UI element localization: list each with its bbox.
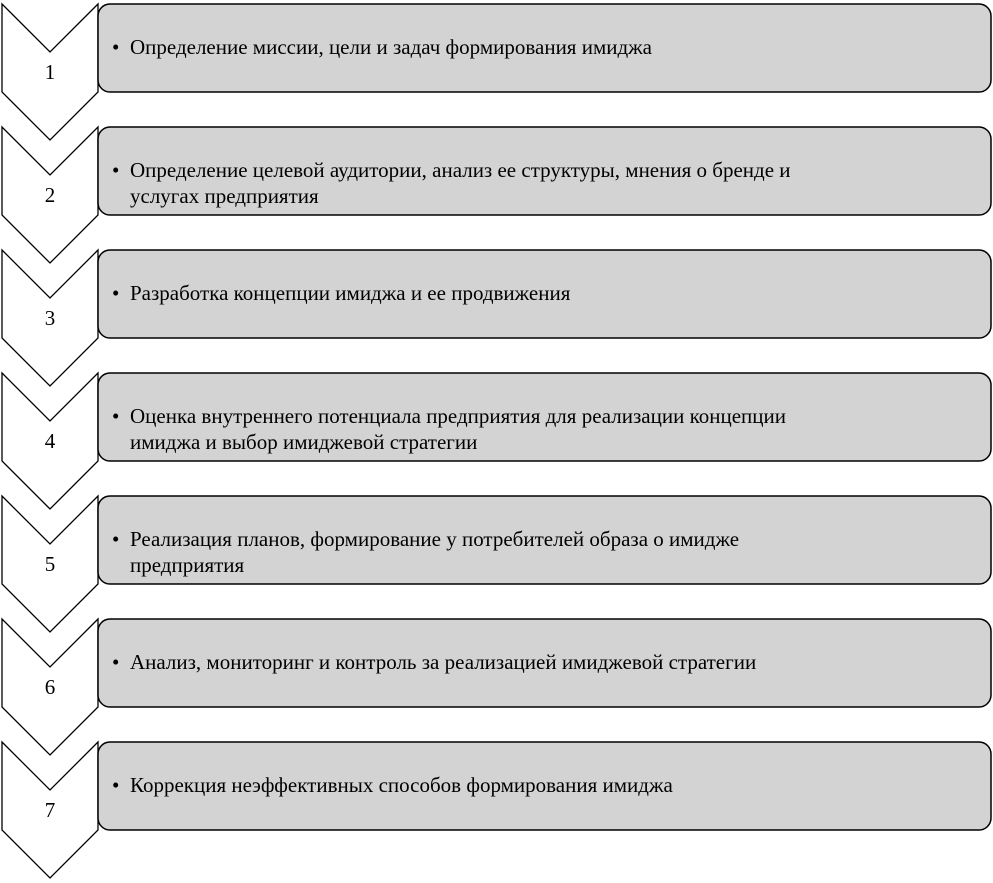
step-number: 4 bbox=[44, 429, 56, 453]
bullet-icon: • bbox=[112, 650, 120, 674]
bullet-icon: • bbox=[112, 281, 120, 305]
step-text-line: предприятия bbox=[130, 553, 245, 577]
step-text-line: Анализ, мониторинг и контроль за реализацией имиджевой стратегии bbox=[130, 650, 757, 674]
bullet-icon: • bbox=[112, 404, 120, 428]
step-text-line: Реализация планов, формирование у потребителей образа о имидже bbox=[130, 527, 740, 551]
bullet-icon: • bbox=[112, 527, 120, 551]
step-number: 1 bbox=[44, 60, 56, 84]
step-number: 6 bbox=[44, 675, 56, 699]
step-text-line: Разработка концепции имиджа и ее продвижения bbox=[130, 281, 571, 305]
step-3 bbox=[45, 250, 991, 338]
step-6 bbox=[45, 619, 991, 707]
step-number: 2 bbox=[44, 183, 56, 207]
step-number: 5 bbox=[44, 552, 56, 576]
step-text-line: имиджа и выбор имиджевой стратегии bbox=[130, 430, 478, 454]
step-1 bbox=[45, 4, 991, 92]
step-text-line: услугах предприятия bbox=[130, 184, 319, 208]
bullet-icon: • bbox=[112, 158, 120, 182]
bullet-icon: • bbox=[112, 773, 120, 797]
step-text-line: Коррекция неэффективных способов формирования имиджа bbox=[130, 773, 673, 797]
step-5 bbox=[45, 496, 991, 584]
step-text-line: Определение целевой аудитории, анализ ее структуры, мнения о бренде и bbox=[130, 158, 791, 182]
step-text-line: Оценка внутреннего потенциала предприятия для реализации концепции bbox=[130, 404, 786, 428]
step-number: 7 bbox=[44, 798, 56, 822]
step-text-line: Определение миссии, цели и задач формирования имиджа bbox=[130, 35, 652, 59]
step-4 bbox=[45, 373, 991, 461]
step-2 bbox=[45, 127, 991, 215]
step-7 bbox=[45, 742, 991, 830]
bullet-icon: • bbox=[112, 35, 120, 59]
step-number: 3 bbox=[44, 306, 56, 330]
